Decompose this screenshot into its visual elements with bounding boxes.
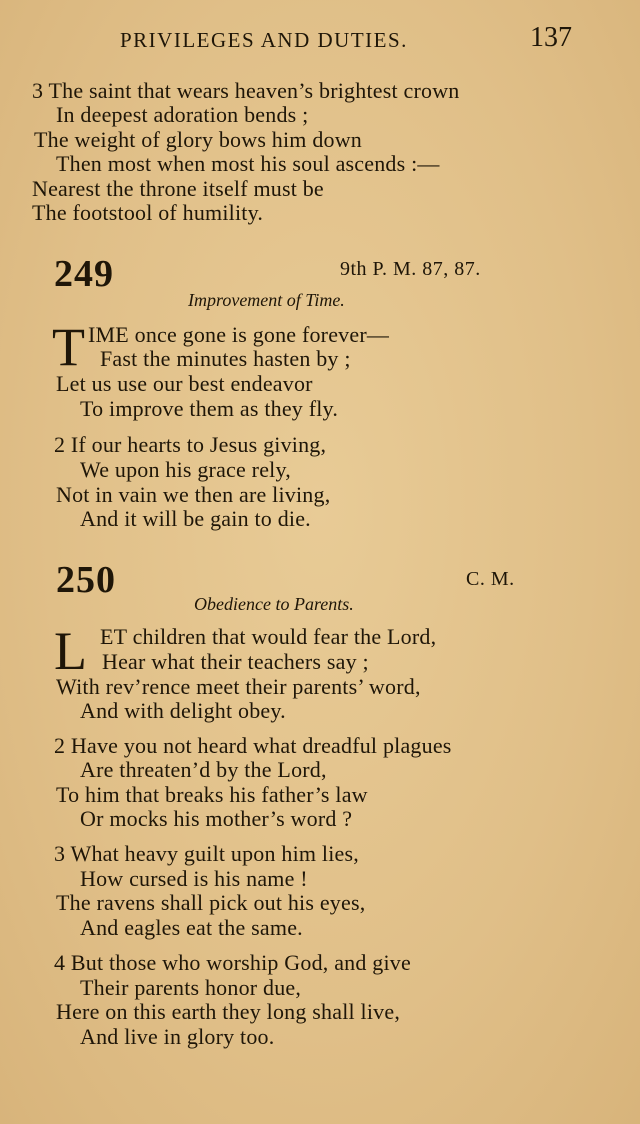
- verse-line: Here on this earth they long shall live,: [56, 999, 401, 1024]
- hymn-number: 250: [56, 559, 116, 601]
- verse-line: Then most when most his soul ascends :—: [56, 151, 440, 176]
- verse-line: We upon his grace rely,: [80, 457, 291, 482]
- running-header-title: PRIVILEGES AND DUTIES.: [120, 28, 408, 52]
- hymn-number: 249: [54, 253, 114, 295]
- verse-line: In deepest adoration bends ;: [56, 102, 309, 127]
- verse-line: 3 What heavy guilt upon him lies,: [54, 841, 359, 866]
- verse-line: 2 If our hearts to Jesus giving,: [54, 432, 327, 457]
- verse-line: 2 Have you not heard what dreadful plagues: [54, 733, 452, 758]
- verse-line: To him that breaks his father’s law: [56, 782, 368, 807]
- verse-line: To improve them as they fly.: [80, 396, 339, 421]
- verse-line: ET children that would fear the Lord,: [100, 624, 437, 649]
- page-number: 137: [530, 22, 572, 53]
- verse-line: With rev’rence meet their parents’ word,: [56, 674, 421, 699]
- verse-line: The weight of glory bows him down: [34, 127, 363, 152]
- drop-cap: T: [52, 317, 85, 377]
- verse-line: Not in vain we then are living,: [56, 482, 331, 507]
- verse-line: Fast the minutes hasten by ;: [100, 346, 351, 371]
- verse-line: Their parents honor due,: [80, 975, 302, 1000]
- drop-cap: L: [54, 621, 87, 681]
- verse-line: Let us use our best endeavor: [56, 371, 313, 396]
- verse-line: Nearest the throne itself must be: [32, 176, 324, 201]
- hymn-meter: 9th P. M. 87, 87.: [340, 258, 481, 280]
- verse-line: The footstool of humility.: [32, 200, 264, 225]
- hymn-meter: C. M.: [466, 568, 515, 590]
- verse-line: IME once gone is gone forever—: [88, 322, 390, 347]
- verse-line: And live in glory too.: [80, 1024, 275, 1049]
- verse-line: And with delight obey.: [80, 698, 286, 723]
- verse-line: 3 The saint that wears heaven’s brightest crown: [32, 78, 460, 103]
- verse-line: How cursed is his name !: [80, 866, 308, 891]
- verse-line: Hear what their teachers say ;: [102, 649, 369, 674]
- hymn-subtitle: Improvement of Time.: [188, 290, 345, 310]
- verse-line: And it will be gain to die.: [80, 506, 311, 531]
- hymn-subtitle: Obedience to Parents.: [194, 594, 354, 614]
- verse-line: Are threaten’d by the Lord,: [80, 757, 327, 782]
- verse-line: The ravens shall pick out his eyes,: [56, 890, 366, 915]
- verse-line: Or mocks his mother’s word ?: [80, 806, 353, 831]
- verse-line: 4 But those who worship God, and give: [54, 950, 411, 975]
- verse-line: And eagles eat the same.: [80, 915, 303, 940]
